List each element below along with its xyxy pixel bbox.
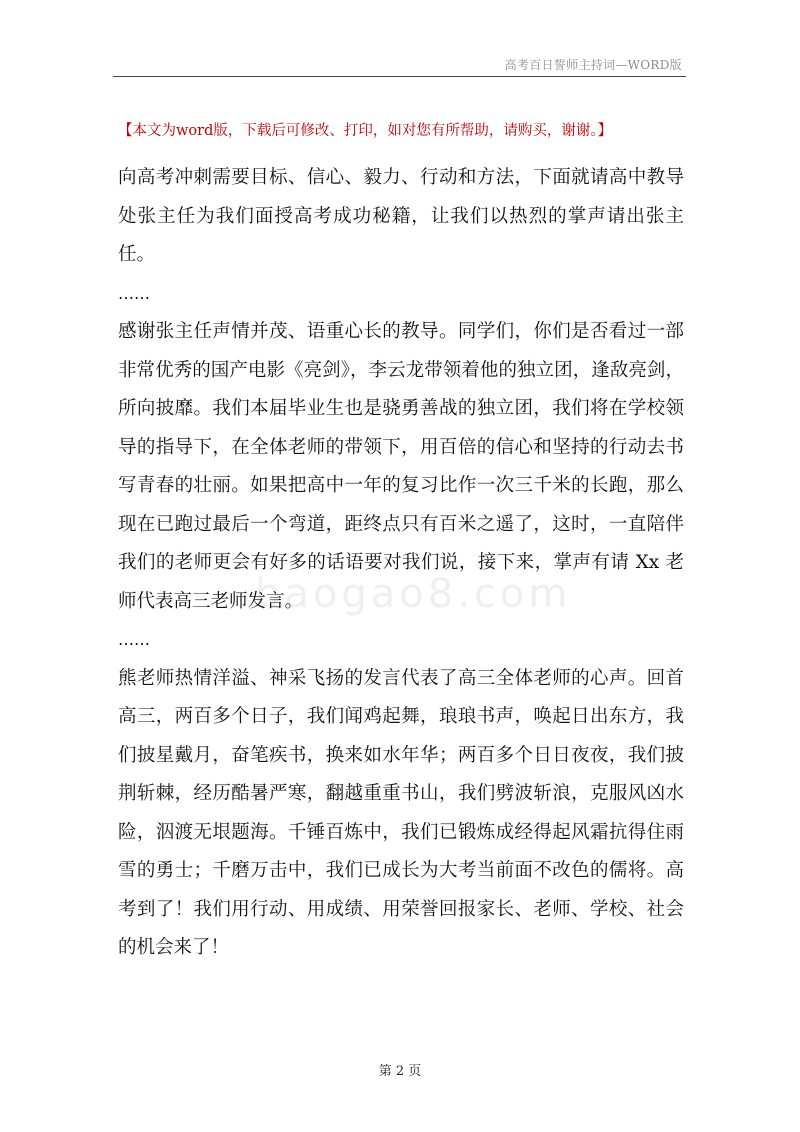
document-body (118, 159, 684, 968)
download-notice: 【本文为word版，下载后可修改、打印，如对您有所帮助，请购买，谢谢。】 (118, 123, 613, 139)
watermark-text: baogao8.com (255, 571, 572, 617)
page-number: 第 2 页 (378, 1064, 422, 1079)
paragraph-thanks-director: 感谢张主任声情并茂、语重心长的教导。同学们，你们是否看过一部非常优秀的国产电影《亮剑》，李云龙带领着他的独立团，逢敌亮剑，所向披靡。我们本届毕业生也是骁勇善战的独立团，我们将在学校领导的指导下，在全体老师的带领下，用百倍的信心和坚持的行动去书写青春的壮丽。如果把高中一年的复习比作一次三千米的长跑，那么现在已跑过最后一个弯道，距终点只有百米之遥了，这时，一直陪伴我们的老师更会有好多的话语要对我们说，接下来，掌声有请 Xx 老师代表高三老师发言。 (118, 321, 684, 612)
paragraph-teacher-speech: 熊老师热情洋溢、神采飞扬的发言代表了高三全体老师的心声。回首高三，两百多个日子，我们闻鸡起舞，琅琅书声，唤起日出东方，我们披星戴月，奋笔疾书，换来如水年华；两百多个日日夜夜，我们披荆斩棘，经历酷暑严寒，翻越重重书山，我们劈波斩浪，克服风凶水险，泅渡无垠题海。千锤百炼中，我们已锻炼成经得起风霜抗得住雨雪的勇士；千磨万击中，我们已成长为大考当前面不改色的儒将。高考到了！我们用行动、用成绩、用荣誉回报家长、老师、学校、社会的机会来了！ (118, 667, 684, 958)
header-divider (113, 76, 686, 77)
ellipsis-separator-2: …… (118, 630, 150, 649)
ellipsis-separator-1: …… (118, 283, 150, 303)
paragraph-intro: 向高考冲刺需要目标、信心、毅力、行动和方法，下面就请高中教导处张主任为我们面授高考成功秘籍，让我们以热烈的掌声请出张主任。 (118, 167, 684, 265)
header-title: 高考百日誓师主持词—WORD版 (504, 58, 682, 72)
